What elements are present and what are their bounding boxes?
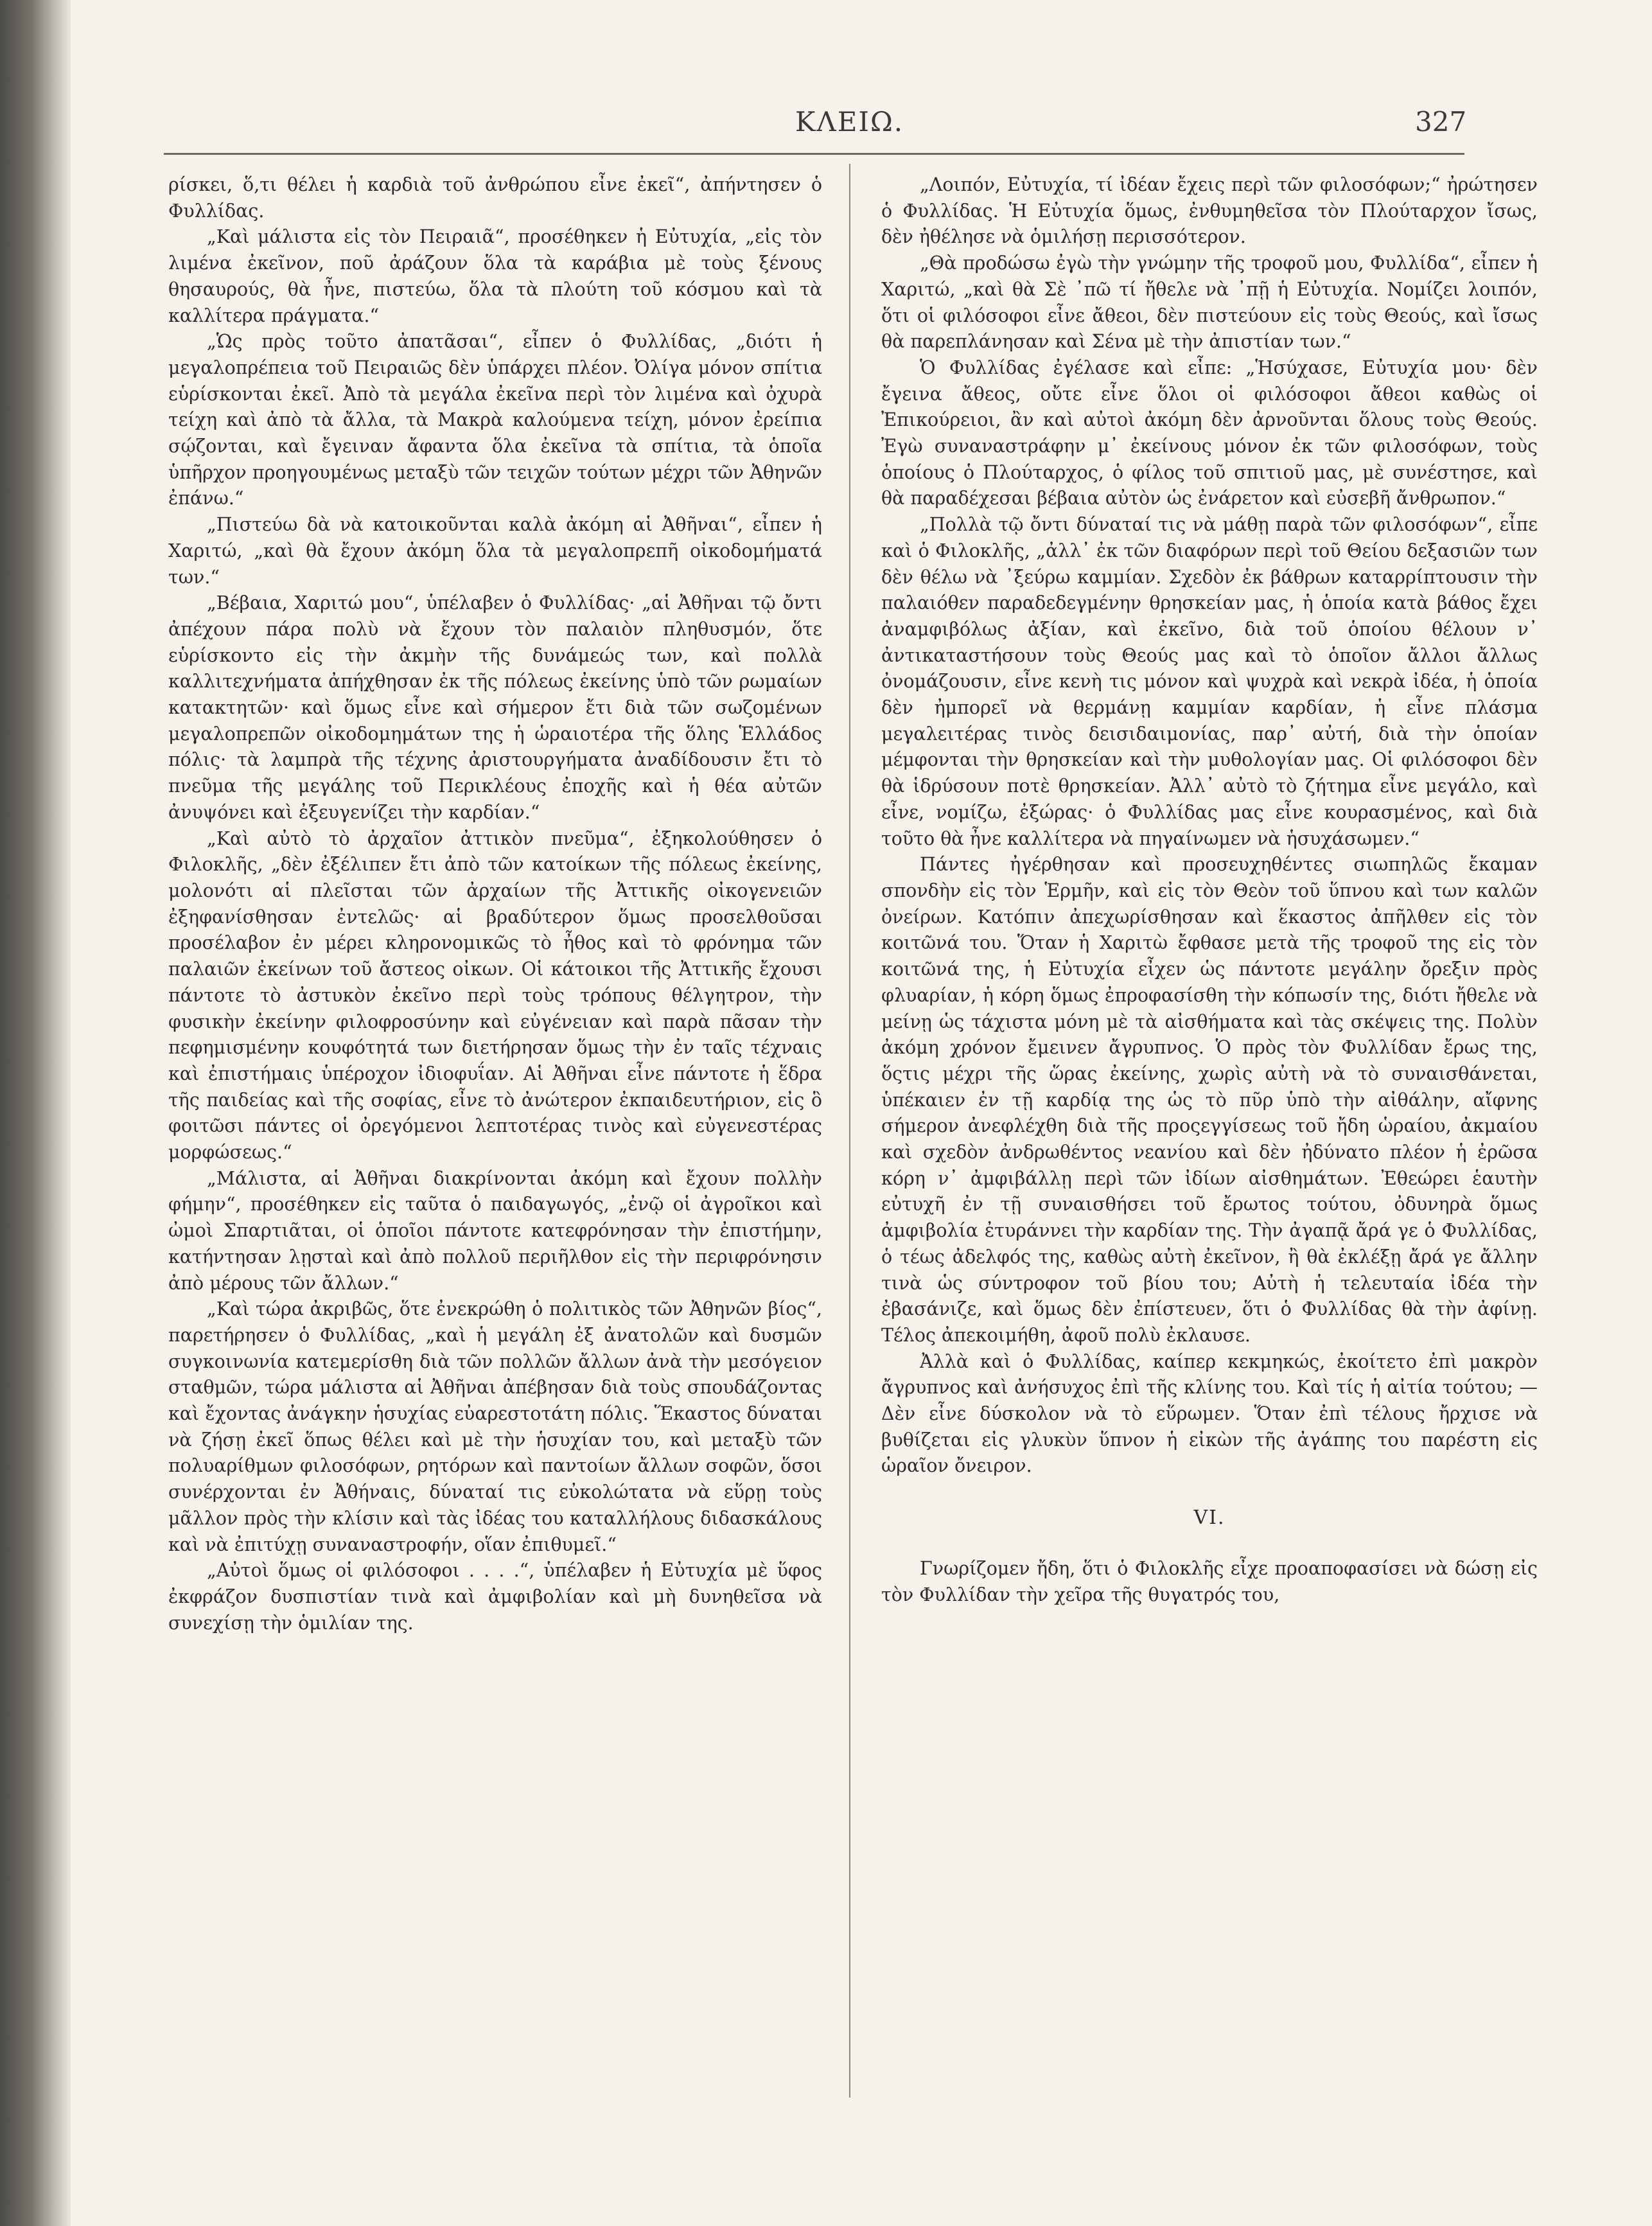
paragraph: „Καὶ αὐτὸ τὸ ἀρχαῖον ἀττικὸν πνεῦμα“, ἐξηκολούθησεν ὁ Φιλοκλῆς, „δὲν ἐξέλιπεν ἔτι ἀπὸ τῶν κατοίκων τῆς πόλεως ἐκείνης, μολονότι αἱ πλεῖσται τῶν ἀρχαίων τῆς Ἀττικῆς οἰκογενειῶν ἐξηφανίσθησαν ἐντελῶς· αἱ βραδύτερον ὅμως προσελθοῦσαι προσέλαβον ἐν μέρει κληρονομικῶς τὸ ἦθος καὶ τὸ φρόνημα τῶν παλαιῶν ἐκείνων τοῦ ἄστεος οἰκων. Οἱ κάτοικοι τῆς Ἀττικῆς ἔχουσι πάντοτε τὸ ἀστυκὸν ἐκεῖνο περὶ τοὺς τρόπους θέλγητρον, τὴν φυσικὴν ἐκείνην φιλοφροσύνην καὶ εὐγένειαν καὶ παρὰ πᾶσαν τὴν πεφημισμένην κουφότητά των διετήρησαν ὅμως τὴν ἐν ταῖς τέχναις καὶ ἐπιστήμαις ὑπέροχον ἰδιοφυΐαν. Αἱ Ἀθῆναι εἶνε πάντοτε ἡ ἕδρα τῆς παιδείας καὶ τῆς σοφίας, εἶνε τὸ ἀνώτερον ἐκπαιδευτήριον, εἰς ὃ φοιτῶσι πάντες οἱ ὀρεγόμενοι λεπτοτέρας τινὸς καὶ εὐγενεστέρας μορφώσεως.“: [168, 827, 822, 1163]
paragraph: „Λοιπόν, Εὐτυχία, τί ἰδέαν ἔχεις περὶ τῶν φιλοσόφων;“ ἠρώτησεν ὁ Φυλλίδας. Ἡ Εὐτυχία ὅμως, ἐνθυμηθεῖσα τὸν Πλούταρχον ἴσως, δὲν ἠθέλησε νὰ ὁμιλήσῃ περισσότερον.: [881, 174, 1538, 248]
right-column: [881, 172, 1538, 1608]
paragraph: „Αὐτοὶ ὅμως οἱ φιλόσοφοι . . . .“, ὑπέλαβεν ἡ Εὐτυχία μὲ ὕφος ἐκφράζον δυσπιστίαν τινὰ καὶ ἀμφιβολίαν καὶ μὴ δυνηθεῖσα νὰ συνεχίσῃ τὴν ὁμιλίαν της.: [168, 1560, 822, 1634]
paragraph: „Καὶ τώρα ἀκριβῶς, ὅτε ἐνεκρώθη ὁ πολιτικὸς τῶν Ἀθηνῶν βίος“, παρετήρησεν ὁ Φυλλίδας, „καὶ ἡ μεγάλη ἐξ ἀνατολῶν καὶ δυσμῶν συγκοινωνία κατεμερίσθη διὰ τῶν πολλῶν ἄλλων ἀνὰ τὴν μεσόγειον σταθμῶν, τώρα μάλιστα αἱ Ἀθῆναι ἀπέβησαν διὰ τοὺς σπουδάζοντας καὶ ἔχοντας ἀνάγκην ἡσυχίας εὐαρεστοτάτη πόλις. Ἕκαστος δύναται νὰ ζήσῃ ἐκεῖ ὅπως θέλει καὶ μὲ τὴν ἡσυχίαν του, καὶ μεταξὺ τῶν πολυαρίθμων φιλοσόφων, ρητόρων καὶ παντοίων ἄλλων σοφῶν, ὅσοι συνέρχονται ἐν Ἀθήναις, δύναταί τις εὐκολώτατα νὰ εὕρῃ τοὺς μᾶλλον πρὸς τὴν κλίσιν καὶ τὰς ἰδέας του καταλλήλους διδασκάλους καὶ νὰ ἐπιτύχῃ συναναστροφήν, οἵαν ἐπιθυμεῖ.“: [168, 1298, 822, 1555]
paragraph: ρίσκει, ὅ,τι θέλει ἡ καρδιὰ τοῦ ἀνθρώπου εἶνε ἐκεῖ“, ἀπήντησεν ὁ Φυλλίδας.: [168, 174, 822, 222]
paragraph: Ὁ Φυλλίδας ἐγέλασε καὶ εἶπε: „Ἡσύχασε, Εὐτυχία μου· δὲν ἔγεινα ἄθεος, οὔτε εἶνε ὅλοι οἱ φιλόσοφοι ἄθεοι καθὼς οἱ Ἐπικούρειοι, ἂν καὶ αὐτοὶ ἀκόμη δὲν ἀρνοῦνται ὅλους τοὺς Θεούς. Ἐγὼ συναναστράφην μ᾽ ἐκείνους μόνον ἐκ τῶν φιλοσόφων, τοὺς ὁποίους ὁ Πλούταρχος, ὁ φίλος τοῦ σπιτιοῦ μας, μὲ συνέστησε, καὶ θὰ παραδέχεσαι βέβαια αὐτὸν ὡς ἐνάρετον καὶ εὐσεβῆ ἄνθρωπον.“: [881, 357, 1538, 509]
section-heading: VI.: [1193, 1506, 1226, 1530]
paragraph: „Πιστεύω δὰ νὰ κατοικοῦνται καλὰ ἀκόμη αἱ Ἀθῆναι“, εἶπεν ἡ Χαριτώ, „καὶ θὰ ἔχουν ἀκόμη ὅλα τὰ μεγαλοπρεπῆ οἰκοδομήματά των.“: [168, 514, 822, 588]
paragraph: Πάντες ἠγέρθησαν καὶ προσευχηθέντες σιωπηλῶς ἔκαμαν σπονδὴν εἰς τὸν Ἑρμῆν, καὶ εἰς τὸν Θεὸν τοῦ ὕπνου καὶ των καλῶν ὀνείρων. Κατόπιν ἀπεχωρίσθησαν καὶ ἕκαστος ἀπῆλθεν εἰς τὸν κοιτῶνά του. Ὅταν ἡ Χαριτὼ ἔφθασε μετὰ τῆς τροφοῦ της εἰς τὸν κοιτῶνά της, ἡ Εὐτυχία εἶχεν ὡς πάντοτε μεγάλην ὄρεξιν πρὸς φλυαρίαν, ἡ κόρη ὅμως ἐπροφασίσθη τὴν κόπωσίν της, διότι ἤθελε νὰ μείνῃ ὡς τάχιστα μόνη μὲ τὰ αἰσθήματα καὶ τὰς σκέψεις της. Πολὺν ἀκόμη χρόνον ἔμεινεν ἄγρυπνος. Ὁ πρὸς τὸν Φυλλίδαν ἔρως της, ὅςτις μέχρι τῆς ὥρας ἐκείνης, χωρὶς αὐτὴ νὰ τὸ συναισθάνεται, ὑπέκαιεν ἐν τῇ καρδίᾳ της ὡς τὸ πῦρ ὑπὸ τὴν αἰθάλην, αἴφνης σήμερον ἀνεφλέχθη διὰ τῆς προςεγγίσεως τοῦ ἤδη ὡραίου, ἀκμαίου καὶ σχεδὸν ἀνδρωθέντος νεανίου καὶ δὲν ἠδύνατο πλέον ἡ ἐρῶσα κόρη ν᾽ ἀμφιβάλλῃ περὶ τῶν ἰδίων αἰσθημάτων. Ἐθεώρει ἑαυτὴν εὐτυχῆ ἐν τῇ συναισθήσει τοῦ ἔρωτος τούτου, ὀδυνηρὰ ὅμως ἀμφιβολία ἐτυράννει τὴν καρδίαν της. Τὴν ἀγαπᾷ ἄρά γε ὁ Φυλλίδας, ὁ τέως ἀδελφός της, καθὼς αὐτὴ ἐκεῖνον, ἢ θὰ ἐκλέξῃ ἄρά γε ἄλλην τινὰ ὡς σύντροφον τοῦ βίου του; Αὐτὴ ἡ τελευταία ἰδέα τὴν ἐβασάνιζε, καὶ ὅμως δὲν ἐπίστευεν, ὅτι ὁ Φυλλίδας θὰ τὴν ἀφίνῃ. Τέλος ἀπεκοιμήθη, ἀφοῦ πολὺ ἐκλαυσε.: [881, 854, 1538, 1346]
paragraph: „Ὡς πρὸς τοῦτο ἀπατᾶσαι“, εἶπεν ὁ Φυλλίδας, „διότι ἡ μεγαλοπρέπεια τοῦ Πειραιῶς δὲν ὑπάρχει πλέον. Ὀλίγα μόνον σπίτια εὑρίσκονται ἐκεῖ. Ἀπὸ τὰ μεγάλα ἐκεῖνα περὶ τὸν λιμένα καὶ ὀχυρὰ τείχη καὶ ἀπὸ τὰ ἄλλα, τὰ Μακρὰ καλούμενα τείχη, μόνον ἐρείπια σῴζονται, καὶ ἔγειναν ἄφαντα ὅλα ἐκεῖνα τὰ σπίτια, τὰ ὁποῖα ὑπῆρχον προηγουμένως μεταξὺ τῶν τειχῶν τούτων μέχρι τῶν Ἀθηνῶν ἐπάνω.“: [168, 331, 822, 509]
paragraph: Ἀλλὰ καὶ ὁ Φυλλίδας, καίπερ κεκμηκώς, ἐκοίτετο ἐπὶ μακρὸν ἄγρυπνος καὶ ἀνήσυχος ἐπὶ τῆς κλίνης του. Καὶ τίς ἡ αἰτία τούτου; — Δὲν εἶνε δύσκολον νὰ τὸ εὕρωμεν. Ὅταν ἐπὶ τέλους ἤρχισε νὰ βυθίζεται εἰς γλυκὺν ὕπνον ἡ εἰκὼν τῆς ἀγάπης του παρέστη εἰς ὡραῖον ὄνειρον.: [881, 1350, 1538, 1477]
page-number: 327: [1415, 106, 1467, 137]
paragraph: „Μάλιστα, αἱ Ἀθῆναι διακρίνονται ἀκόμη καὶ ἔχουν πολλὴν φήμην“, προσέθηκεν εἰς ταῦτα ὁ παιδαγωγός, „ἐνῷ οἱ ἀγροῖκοι καὶ ὠμοὶ Σπαρτιᾶται, οἱ ὁποῖοι πάντοτε κατεφρόνησαν τὴν ἐπιστήμην, κατήντησαν λῃσταὶ καὶ ἀπὸ πολλοῦ περιῆλθον εἰς τὴν περιφρόνησιν ἀπὸ μέρους τῶν ἄλλων.“: [168, 1167, 822, 1294]
paragraph: Γνωρίζομεν ἤδη, ὅτι ὁ Φιλοκλῆς εἶχε προαποφασίσει νὰ δώσῃ εἰς τὸν Φυλλίδαν τὴν χεῖρα τῆς θυγατρός του,: [881, 1557, 1538, 1605]
header-rule: [164, 153, 1464, 155]
paragraph: „Θὰ προδώσω ἐγὼ τὴν γνώμην τῆς τροφοῦ μου, Φυλλίδα“, εἶπεν ἡ Χαριτώ, „καὶ θὰ Σὲ ᾽πῶ τί ἤθελε νὰ ᾽πῇ ἡ Εὐτυχία. Νομίζει λοιπόν, ὅτι οἱ φιλόσοφοι εἶνε ἄθεοι, δὲν πιστεύουν εἰς τοὺς Θεούς, καὶ ἴσως θὰ παρεπλάνησαν καὶ Σένα μὲ τὴν ἀπιστίαν των.“: [881, 252, 1538, 353]
column-divider: [849, 164, 850, 2098]
book-binding-edge: [0, 0, 71, 2226]
paragraph: „Βέβαια, Χαριτώ μου“, ὑπέλαβεν ὁ Φυλλίδας· „αἱ Ἀθῆναι τῷ ὄντι ἀπέχουν πάρα πολὺ νὰ ἔχουν τὸν παλαιὸν πληθυσμόν, ὅτε εὑρίσκοντο εἰς τὴν ἀκμὴν τῆς δυνάμεώς των, καὶ πολλὰ καλλιτεχνήματα ἀπήχθησαν ἐκ τῆς πόλεως ἐκείνης ὑπὸ τῶν ρωμαίων κατακτητῶν· καὶ ὅμως εἶνε καὶ σήμερον ἔτι διὰ τῶν σωζομένων μεγαλοπρεπῶν οἰκοδομημάτων της ἡ ὡραιοτέρα τῆς ὅλης Ἑλλάδος πόλις· τὰ λαμπρὰ τῆς τέχνης ἀριστουργήματα ἀναδίδουσιν ἔτι τὸ πνεῦμα τῆς μεγάλης τοῦ Περικλέους ἐποχῆς καὶ ἡ θέα αὐτῶν ἀνυψόνει καὶ ἐξευγενίζει τὴν καρδίαν.“: [168, 592, 822, 823]
left-column: [168, 172, 822, 1636]
paragraph: „Καὶ μάλιστα εἰς τὸν Πειραιᾶ“, προσέθηκεν ἡ Εὐτυχία, „εἰς τὸν λιμένα ἐκεῖνον, ποῦ ἀράζουν ὅλα τὰ καράβια μὲ τοὺς ξένους θησαυρούς, θὰ ἦνε, πιστεύω, ὅλα τὰ πλούτη τοῦ κόσμου καὶ τὰ καλλίτερα πράγματα.“: [168, 226, 822, 326]
running-title: ΚΛΕΙΩ.: [795, 106, 904, 137]
paragraph: „Πολλὰ τῷ ὄντι δύναταί τις νὰ μάθῃ παρὰ τῶν φιλοσόφων“, εἶπε καὶ ὁ Φιλοκλῆς, „ἀλλ᾽ ἐκ τῶν διαφόρων περὶ τοῦ Θείου δεξασιῶν των δὲν θέλω νὰ ᾽ξεύρω καμμίαν. Σχεδὸν ἐκ βάθρων καταρρίπτουσιν τὴν παλαιόθεν παραδεδεγμένην θρησκείαν μας, ἡ ὁποία κατὰ βάθος ἔχει ἀναμφιβόλως ἀξίαν, καὶ ἐκεῖνο, διὰ τοῦ ὁποίου θέλουν ν᾽ ἀντικαταστήσουν τοὺς Θεούς μας καὶ τὸ ὁποῖον ἄλλοι ἄλλως ὀνομάζουσιν, εἶνε κενὴ τις μόνον καὶ ψυχρὰ καὶ νεκρὰ ἰδέα, ἡ ὁποία δὲν ἠμπορεῖ νὰ θερμάνῃ καμμίαν καρδίαν, ἡ εἶνε πλάσμα μεγαλειτέρας τινὸς δεισιδαιμονίας, παρ᾽ αὐτή, διὰ τὴν ὁποίαν μέμφονται τὴν θρησκείαν καὶ τὴν μυθολογίαν μας. Οἱ φιλόσοφοι δὲν θὰ ἱδρύσουν ποτὲ θρησκείαν. Ἀλλ᾽ αὐτὸ τὸ ζήτημα εἶνε μεγάλο, καὶ εἶνε, νομίζω, ἐξώρας· ὁ Φυλλίδας μας εἶνε κουρασμένος, καὶ διὰ τοῦτο θὰ ἦνε καλλίτερα νὰ πηγαίνωμεν νὰ ἡσυχάσωμεν.“: [881, 514, 1538, 849]
